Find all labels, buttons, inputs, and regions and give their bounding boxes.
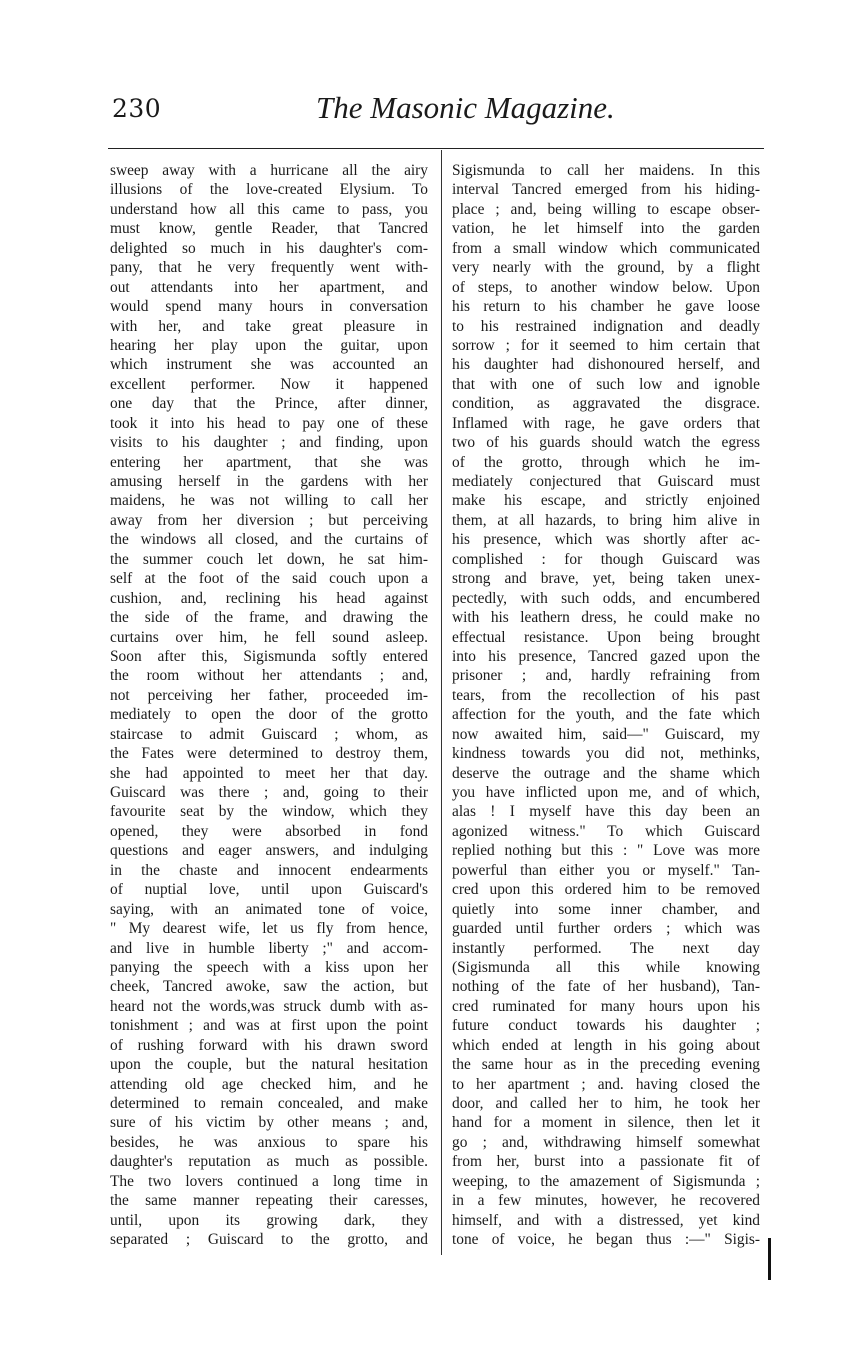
text-line: mediately conjectured that Guiscard must: [452, 473, 760, 490]
text-line: questions and eager answers, and indulging: [110, 842, 428, 860]
text-line: determined to remain concealed, and make: [110, 1095, 428, 1112]
right-column: [452, 161, 760, 1250]
text-line: attending old age checked him, and he: [110, 1075, 428, 1093]
text-line: heard not the words,was struck dumb with as-: [110, 997, 428, 1015]
text-line: amusing herself in the gardens with her: [110, 473, 428, 490]
text-line: the room without her attendants ; and,: [110, 667, 428, 685]
text-line: tonishment ; and was at first upon the point: [110, 1017, 428, 1035]
text-line: sure of his victim by other means ; and,: [110, 1114, 428, 1132]
text-line: the side of the frame, and drawing the: [110, 609, 428, 627]
text-line: Guiscard was there ; and, going to their: [110, 784, 428, 801]
text-line: and live in humble liberty ;" and accom-: [110, 939, 428, 957]
text-line: his daughter had dishonoured herself, and: [452, 356, 760, 374]
text-line: cheek, Tancred awoke, saw the action, but: [110, 978, 428, 996]
text-line: in a few minutes, however, he recovered: [452, 1192, 760, 1210]
text-line: hearing her play upon the guitar, upon: [110, 336, 428, 354]
text-line: " My dearest wife, let us fly from hence,: [110, 920, 428, 938]
text-line: which instrument she was accounted an: [110, 356, 428, 374]
running-title: The Masonic Magazine.: [316, 90, 615, 125]
text-line: curtains over him, he fell sound asleep.: [110, 628, 428, 646]
text-line: the Fates were determined to destroy them,: [110, 745, 428, 763]
text-line: of rushing forward with his drawn sword: [110, 1036, 428, 1054]
page-number: 230: [112, 94, 162, 123]
text-line: the same hour as in the preceding evening: [452, 1056, 760, 1074]
text-line: Soon after this, Sigismunda softly entered: [110, 647, 428, 665]
text-line: guarded until further orders ; which was: [452, 920, 760, 938]
text-line: entering her apartment, that she was: [110, 453, 428, 471]
text-line: in the chaste and innocent endearments: [110, 861, 428, 879]
text-line: The two lovers continued a long time in: [110, 1172, 428, 1190]
text-line: door, and called her to him, he took her: [452, 1095, 760, 1112]
column-divider: [441, 150, 442, 1255]
text-line: quietly into some inner chamber, and: [452, 900, 760, 918]
text-line: Sigismunda to call her maidens. In this: [452, 162, 760, 179]
text-line: weeping, to the amazement of Sigismunda ;: [452, 1172, 760, 1190]
text-line: now awaited him, said—" Guiscard, my: [452, 725, 760, 743]
text-line: out attendants into her apartment, and: [110, 278, 428, 296]
text-line: with her, and take great pleasure in: [110, 317, 428, 335]
text-line: from her, burst into a passionate fit of: [452, 1153, 760, 1171]
text-line: upon the couple, but the natural hesitation: [110, 1056, 428, 1074]
text-line: place ; and, being willing to escape obser-: [452, 200, 760, 218]
text-line: favourite seat by the window, which they: [110, 803, 428, 821]
text-line: tears, from the recollection of his past: [452, 686, 760, 704]
text-line: away from her diversion ; but perceiving: [110, 511, 428, 529]
text-line: agonized witness." To which Guiscard: [452, 822, 760, 840]
text-line: to his restrained indignation and deadly: [452, 317, 760, 335]
text-line: pectedly, with such odds, and encumbered: [452, 589, 760, 607]
text-line: nothing of the fate of her husband), Tan-: [452, 978, 760, 996]
text-line: of nuptial love, until upon Guiscard's: [110, 881, 428, 899]
text-line: visits to his daughter ; and finding, upon: [110, 434, 428, 452]
text-line: interval Tancred emerged from his hiding-: [452, 181, 760, 199]
text-line: himself, and with a distressed, yet kind: [452, 1211, 760, 1229]
text-line: saying, with an animated tone of voice,: [110, 900, 428, 918]
text-line: the windows all closed, and the curtains of: [110, 531, 428, 549]
text-line: affection for the youth, and the fate which: [452, 706, 760, 724]
text-line: powerful than either you or myself." Tan-: [452, 861, 760, 879]
text-line: you have inflicted upon me, and of which,: [452, 784, 760, 801]
text-line: tone of voice, he began thus :—" Sigis-: [452, 1231, 760, 1249]
text-line: maidens, he was not willing to call her: [110, 492, 428, 510]
text-line: delighted so much in his daughter's com-: [110, 239, 428, 257]
text-line: mediately to open the door of the grotto: [110, 706, 428, 724]
text-line: staircase to admit Guiscard ; whom, as: [110, 725, 428, 743]
text-line: Inflamed with rage, he gave orders that: [452, 414, 760, 432]
text-line: effectual resistance. Upon being brought: [452, 628, 760, 646]
text-line: cred upon this ordered him to be removed: [452, 881, 760, 899]
text-line: deserve the outrage and the shame which: [452, 764, 760, 782]
text-line: make his escape, and strictly enjoined: [452, 492, 760, 510]
text-line: self at the foot of the said couch upon a: [110, 570, 428, 588]
text-line: cushion, and, reclining his head against: [110, 589, 428, 607]
text-line: the summer couch let down, he sat him-: [110, 550, 428, 568]
text-line: two of his guards should watch the egress: [452, 434, 760, 452]
text-line: from a small window which communicated: [452, 239, 760, 257]
text-line: she had appointed to meet her that day.: [110, 764, 428, 782]
text-line: would spend many hours in conversation: [110, 298, 428, 316]
text-line: (Sigismunda all this while knowing: [452, 958, 760, 976]
text-line: took it into his head to pay one of these: [110, 414, 428, 432]
text-line: one day that the Prince, after dinner,: [110, 395, 428, 413]
text-line: separated ; Guiscard to the grotto, and: [110, 1231, 428, 1249]
text-line: his presence, which was shortly after ac-: [452, 531, 760, 549]
text-line: must know, gentle Reader, that Tancred: [110, 220, 428, 238]
text-line: condition, as aggravated the disgrace.: [452, 395, 760, 413]
text-line: besides, he was anxious to spare his: [110, 1133, 428, 1151]
header-rule: [108, 148, 764, 149]
text-line: sweep away with a hurricane all the airy: [110, 162, 428, 179]
text-line: opened, they were absorbed in fond: [110, 822, 428, 840]
text-line: them, at all hazards, to bring him alive in: [452, 511, 760, 529]
text-line: cred ruminated for many hours upon his: [452, 997, 760, 1015]
left-column: [110, 161, 428, 1250]
text-line: illusions of the love-created Elysium. To: [110, 181, 428, 199]
text-line: not perceiving her father, proceeded im-: [110, 686, 428, 704]
text-line: the same manner repeating their caresses,: [110, 1192, 428, 1210]
text-line: understand how all this came to pass, you: [110, 200, 428, 218]
text-line: daughter's reputation as much as possible.: [110, 1153, 428, 1171]
text-line: of steps, to another window below. Upon: [452, 278, 760, 296]
text-line: complished : for though Guiscard was: [452, 550, 760, 568]
text-line: prisoner ; and, hardly refraining from: [452, 667, 760, 685]
text-line: instantly performed. The next day: [452, 939, 760, 957]
text-line: vation, he let himself into the garden: [452, 220, 760, 238]
text-line: to her apartment ; and. having closed the: [452, 1075, 760, 1093]
text-line: with his leathern dress, he could make no: [452, 609, 760, 627]
text-line: very nearly with the ground, by a flight: [452, 259, 760, 277]
text-line: his return to his chamber he gave loose: [452, 298, 760, 316]
text-line: sorrow ; for it seemed to him certain that: [452, 336, 760, 354]
text-line: strong and brave, yet, being taken unex-: [452, 570, 760, 588]
text-line: alas ! I myself have this day been an: [452, 803, 760, 821]
text-line: kindness towards you did not, methinks,: [452, 745, 760, 763]
text-line: into his presence, Tancred gazed upon the: [452, 647, 760, 665]
text-line: go ; and, withdrawing himself somewhat: [452, 1133, 760, 1151]
text-line: of the grotto, through which he im-: [452, 453, 760, 471]
text-line: replied nothing but this : " Love was more: [452, 842, 760, 860]
text-line: which ended at length in his going about: [452, 1036, 760, 1054]
margin-mark: [768, 1238, 771, 1280]
text-line: until, upon its growing dark, they: [110, 1211, 428, 1229]
text-line: that with one of such low and ignoble: [452, 375, 760, 393]
text-line: panying the speech with a kiss upon her: [110, 958, 428, 976]
text-line: excellent performer. Now it happened: [110, 375, 428, 393]
text-line: hand for a moment in silence, then let it: [452, 1114, 760, 1132]
text-line: pany, that he very frequently went with-: [110, 259, 428, 277]
text-line: future conduct towards his daughter ;: [452, 1017, 760, 1035]
